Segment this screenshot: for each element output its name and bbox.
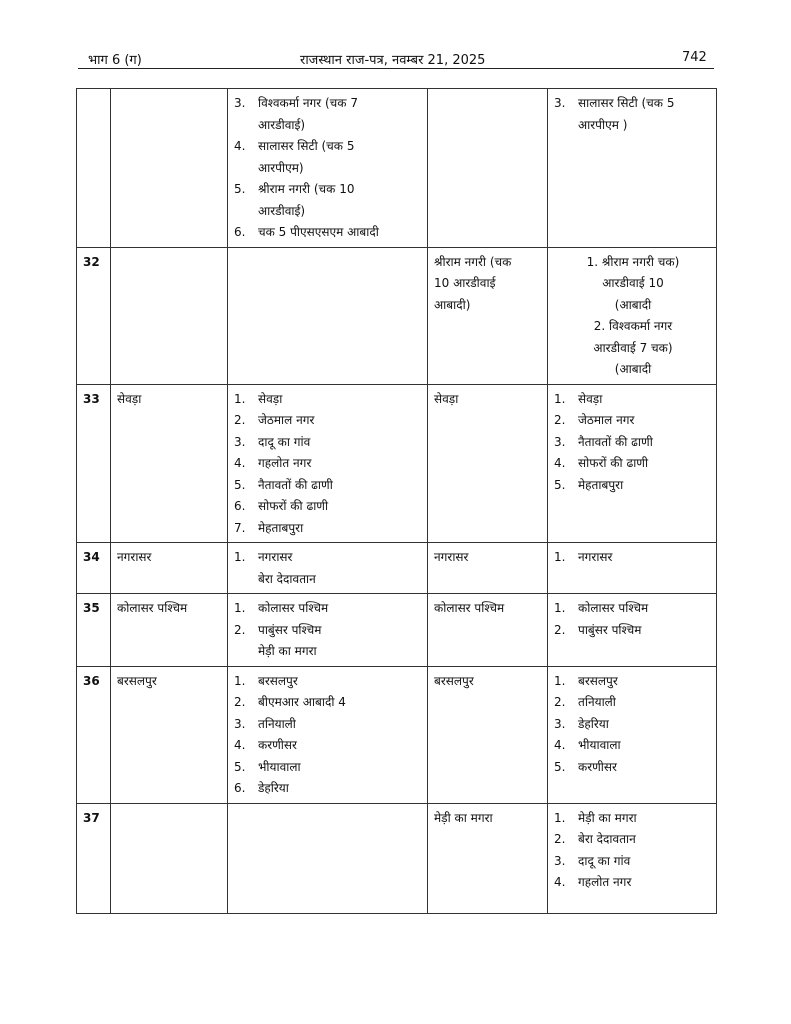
item-text: गहलोत नगर <box>258 456 312 470</box>
list-item <box>554 671 712 693</box>
item-text: नैतावतों की ढाणी <box>578 434 653 449</box>
item-text: विश्वकर्मा नगर (चक 7 <box>258 96 358 110</box>
item-number: 1. <box>554 673 566 688</box>
list-item <box>234 453 423 475</box>
item-text: सालासर सिटी (चक 5 <box>578 96 675 110</box>
item-number: 6. <box>234 781 246 795</box>
constituent-villages <box>228 247 428 384</box>
item-text: करणीसर <box>258 738 297 752</box>
list-item <box>234 496 423 518</box>
item-number: 1. <box>554 550 566 564</box>
item-number: 5. <box>554 477 566 492</box>
item-text: सालासर सिटी (चक 5 <box>258 139 355 153</box>
ward-name <box>111 247 228 384</box>
village-line: (आबादी <box>614 362 652 376</box>
ward-number: 32 <box>77 247 111 384</box>
list-item <box>554 432 712 454</box>
new-ward-name: सेवड़ा <box>428 384 548 543</box>
item-number: 1. <box>554 391 566 406</box>
item-text: आरडीवाई) <box>258 117 306 132</box>
village-list <box>234 547 423 590</box>
item-number: 4. <box>234 456 246 470</box>
ward-name: कोलासर पश्चिम <box>111 594 228 667</box>
constituent-villages <box>228 666 428 803</box>
constituent-villages <box>228 543 428 594</box>
new-village-list <box>554 671 712 779</box>
item-number: 4. <box>554 738 566 752</box>
item-number: 4. <box>234 738 246 752</box>
village-list <box>234 93 423 244</box>
item-number: 1. <box>234 601 246 615</box>
page-number: 742 <box>682 50 707 65</box>
list-item <box>234 620 423 642</box>
new-constituent-villages <box>548 384 717 543</box>
list-item <box>234 671 423 693</box>
list-item <box>554 389 712 411</box>
ward-name: नगरासर <box>111 543 228 594</box>
item-text: भीयावाला <box>258 759 301 774</box>
table-row <box>77 543 717 594</box>
item-text: नगरासर <box>258 550 293 564</box>
item-text: पाबुंसर पश्चिम <box>258 622 322 637</box>
list-item <box>554 93 712 115</box>
list-item <box>554 598 712 620</box>
list-item <box>234 475 423 497</box>
list-item <box>234 158 423 180</box>
item-number: 2. <box>554 413 566 427</box>
list-item <box>234 115 423 137</box>
item-text: आरपीएम) <box>258 160 304 175</box>
item-text: पाबुंसर पश्चिम <box>578 622 642 637</box>
new-ward-name <box>428 247 548 384</box>
ward-number: 36 <box>77 666 111 803</box>
item-text: तनियाली <box>258 716 296 731</box>
list-item <box>234 778 423 800</box>
list-item <box>554 829 712 851</box>
list-item <box>234 518 423 540</box>
item-number: 3. <box>234 716 246 731</box>
new-constituent-villages <box>548 543 717 594</box>
constituent-villages <box>228 594 428 667</box>
list-item <box>234 179 423 201</box>
item-number <box>554 115 578 137</box>
item-number: 6. <box>234 499 246 513</box>
table-row <box>77 803 717 913</box>
item-text: मेहताबपुरा <box>578 477 624 492</box>
new-constituent-villages <box>548 666 717 803</box>
item-number: 1. <box>234 550 246 564</box>
new-constituent-villages <box>548 594 717 667</box>
item-number: 5. <box>234 759 246 774</box>
table-row <box>77 666 717 803</box>
item-number: 2. <box>554 622 566 637</box>
item-number: 7. <box>234 520 246 535</box>
name-line: आबादी) <box>434 297 471 312</box>
new-village-list <box>554 547 712 569</box>
item-number: 2. <box>234 413 246 427</box>
item-text: सोफरों की ढाणी <box>258 499 329 513</box>
item-number: 2. <box>234 695 246 709</box>
item-number <box>234 641 258 663</box>
name-line: 10 आरडीवाई <box>434 276 496 290</box>
item-number: 3. <box>554 434 566 449</box>
item-text: गहलोत नगर <box>578 875 632 889</box>
item-text: सेवड़ा <box>258 391 283 406</box>
village-line: 1. श्रीराम नगरी चक) <box>586 254 680 269</box>
item-text: आरडीवाई) <box>258 203 306 218</box>
item-number: 5. <box>234 182 246 196</box>
list-item <box>234 692 423 714</box>
gazette-part-label: भाग 6 (ग) <box>88 53 142 68</box>
list-item <box>554 757 712 779</box>
item-text: आरपीएम ) <box>578 117 628 132</box>
list-item <box>554 620 712 642</box>
list-item <box>554 851 712 873</box>
list-item <box>234 432 423 454</box>
list-item <box>234 201 423 223</box>
ward-number: 37 <box>77 803 111 913</box>
item-number: 4. <box>234 139 246 153</box>
new-ward-name: मेड़ी का मगरा <box>428 803 548 913</box>
item-text: मेड़ी का मगरा <box>578 810 637 825</box>
item-number <box>234 201 258 223</box>
item-text: नैतावतों की ढाणी <box>258 477 333 492</box>
new-village-list <box>554 389 712 497</box>
item-text: मेड़ी का मगरा <box>258 644 317 658</box>
ward-name: बरसलपुर <box>111 666 228 803</box>
constituent-villages <box>228 384 428 543</box>
item-text: कोलासर पश्चिम <box>258 601 329 615</box>
item-number: 4. <box>554 456 566 470</box>
ward-number: 34 <box>77 543 111 594</box>
item-text: मेहताबपुरा <box>258 520 304 535</box>
list-item <box>554 872 712 894</box>
item-number: 1. <box>234 673 246 688</box>
village-line: (आबादी <box>614 297 652 312</box>
header-divider <box>78 68 714 69</box>
table-body <box>77 89 717 914</box>
item-number: 6. <box>234 225 246 239</box>
item-number: 3. <box>554 853 566 868</box>
new-ward-name <box>428 89 548 248</box>
list-item <box>554 410 712 432</box>
item-text: बेरा देदावतान <box>578 832 636 846</box>
item-number: 1. <box>554 601 566 615</box>
list-item <box>554 547 712 569</box>
village-line: आरडीवाई 10 <box>602 276 664 290</box>
list-item <box>554 475 712 497</box>
item-text: जेठमाल नगर <box>258 413 315 427</box>
list-item <box>554 735 712 757</box>
constituent-villages <box>228 803 428 913</box>
ward-number: 33 <box>77 384 111 543</box>
item-text: कोलासर पश्चिम <box>578 601 649 615</box>
list-item <box>554 453 712 475</box>
item-number: 3. <box>554 716 566 731</box>
list-item <box>234 569 423 591</box>
item-text: सोफरों की ढाणी <box>578 456 649 470</box>
list-item <box>234 641 423 663</box>
new-constituent-villages <box>548 89 717 248</box>
table-row <box>77 89 717 248</box>
village-list <box>234 671 423 800</box>
name-line: श्रीराम नगरी (चक <box>434 254 512 269</box>
list-item <box>234 93 423 115</box>
item-number: 3. <box>554 96 566 110</box>
new-constituent-villages <box>548 803 717 913</box>
new-village-list <box>554 93 712 136</box>
list-item <box>234 598 423 620</box>
item-number: 2. <box>554 832 566 846</box>
constituent-villages <box>228 89 428 248</box>
item-text: सेवड़ा <box>578 391 603 406</box>
item-number: 3. <box>234 434 246 449</box>
list-item <box>234 136 423 158</box>
table-row <box>77 247 717 384</box>
list-item <box>554 115 712 137</box>
item-number: 5. <box>234 477 246 492</box>
new-village-list <box>554 808 712 894</box>
item-number: 2. <box>234 622 246 637</box>
item-number: 3. <box>234 96 246 110</box>
village-list <box>234 389 423 540</box>
item-number: 2. <box>554 695 566 709</box>
item-text: दादू का गांव <box>578 853 631 868</box>
village-line: आरडीवाई 7 चक) <box>593 340 673 355</box>
item-text: करणीसर <box>578 759 617 774</box>
ward-number <box>77 89 111 248</box>
new-ward-name: बरसलपुर <box>428 666 548 803</box>
item-number: 5. <box>554 759 566 774</box>
item-number: 1. <box>554 810 566 825</box>
item-number: 1. <box>234 391 246 406</box>
ward-village-table <box>76 88 717 914</box>
item-text: चक 5 पीएसएसएम आबादी <box>258 225 379 239</box>
item-text: जेठमाल नगर <box>578 413 635 427</box>
list-item <box>234 389 423 411</box>
item-text: डेहरिया <box>258 781 289 795</box>
list-item <box>554 692 712 714</box>
item-text: भीयावाला <box>578 738 621 752</box>
ward-number: 35 <box>77 594 111 667</box>
table-row <box>77 594 717 667</box>
item-number <box>234 569 258 591</box>
list-item <box>234 410 423 432</box>
list-item <box>234 735 423 757</box>
ward-name <box>111 89 228 248</box>
list-item <box>234 222 423 244</box>
item-text: डेहरिया <box>578 716 609 731</box>
ward-name: सेवड़ा <box>111 384 228 543</box>
item-text: बेरा देदावतान <box>258 571 316 586</box>
new-constituent-villages <box>548 247 717 384</box>
item-text: दादू का गांव <box>258 434 311 449</box>
gazette-title: राजस्थान राज-पत्र, नवम्बर 21, 2025 <box>300 53 486 68</box>
list-item <box>234 757 423 779</box>
item-number <box>234 115 258 137</box>
ward-name <box>111 803 228 913</box>
village-line: 2. विश्वकर्मा नगर <box>593 319 673 333</box>
list-item <box>234 547 423 569</box>
item-text: श्रीराम नगरी (चक 10 <box>258 182 355 196</box>
list-item <box>554 808 712 830</box>
village-list <box>234 598 423 663</box>
item-text: तनियाली <box>578 695 616 709</box>
item-text: बरसलपुर <box>578 673 618 688</box>
item-text: बरसलपुर <box>258 673 298 688</box>
item-number <box>234 158 258 180</box>
new-ward-name: कोलासर पश्चिम <box>428 594 548 667</box>
list-item <box>234 714 423 736</box>
item-text: बीएमआर आबादी 4 <box>258 695 346 709</box>
item-number: 4. <box>554 875 566 889</box>
list-item <box>554 714 712 736</box>
table-row <box>77 384 717 543</box>
item-text: नगरासर <box>578 550 613 564</box>
new-ward-name: नगरासर <box>428 543 548 594</box>
new-village-list <box>554 598 712 641</box>
